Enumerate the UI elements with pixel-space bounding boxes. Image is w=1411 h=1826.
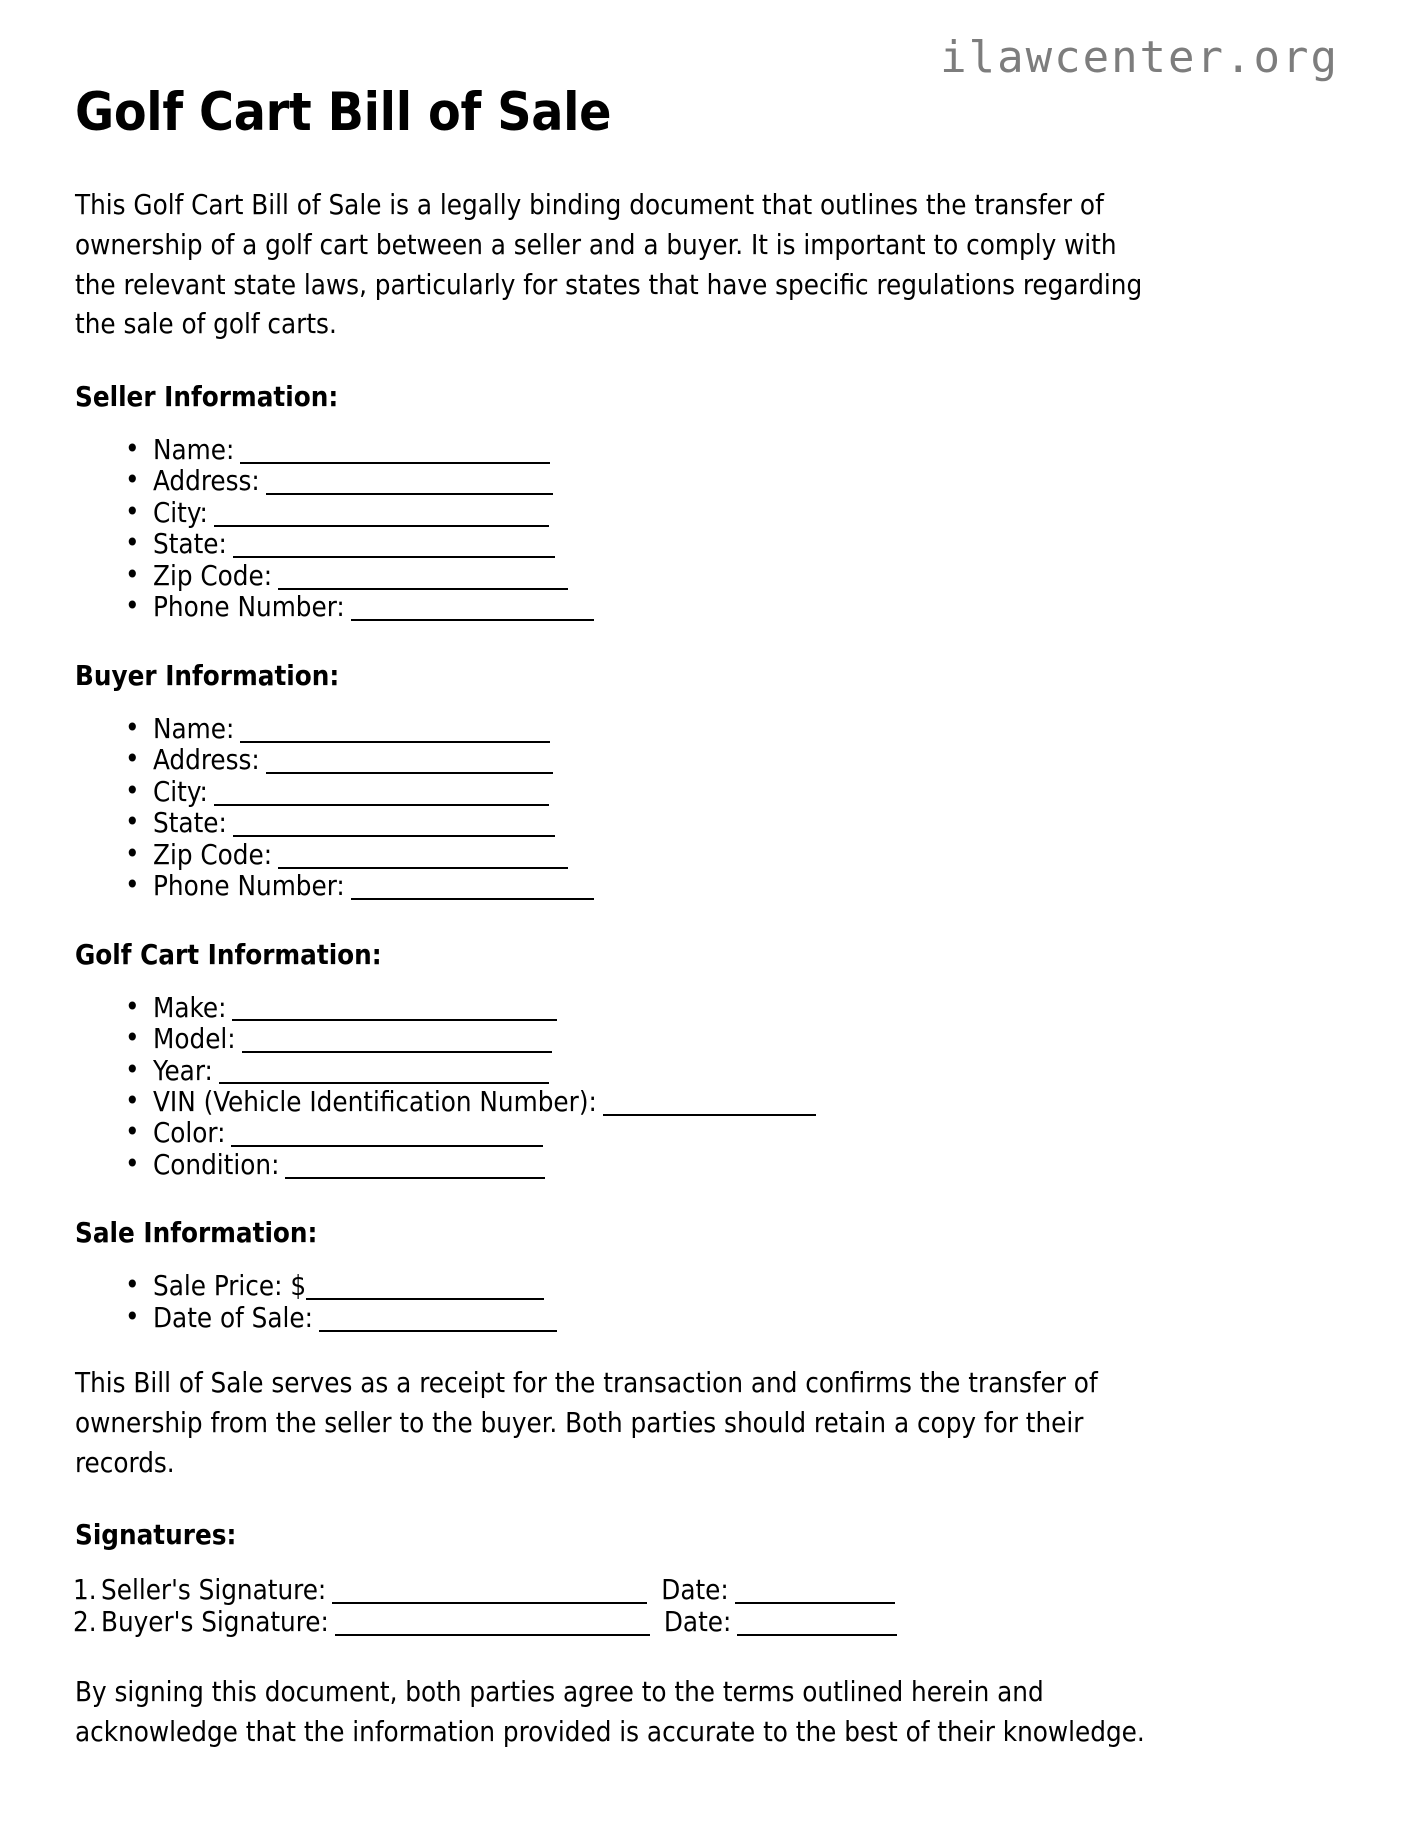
field-list bbox=[75, 413, 1339, 624]
field-label: Phone Number: bbox=[153, 591, 345, 624]
form-sections bbox=[75, 345, 1339, 1335]
field-list bbox=[75, 692, 1339, 903]
form-field-row bbox=[153, 1087, 1339, 1118]
form-field-row bbox=[153, 1271, 1339, 1302]
form-field-row bbox=[153, 529, 1339, 560]
field-blank-line[interactable] bbox=[242, 1026, 552, 1053]
field-blank-line[interactable] bbox=[233, 810, 555, 837]
field-blank-line[interactable] bbox=[266, 468, 553, 495]
form-field-row bbox=[153, 435, 1339, 466]
field-label: Address: bbox=[153, 465, 260, 498]
section-heading: Sale Information: bbox=[75, 1217, 318, 1250]
field-blank-line[interactable] bbox=[319, 1305, 557, 1332]
form-field-row bbox=[153, 592, 1339, 623]
signature-list bbox=[75, 1551, 1339, 1639]
field-blank-line[interactable] bbox=[306, 1273, 544, 1300]
form-field-row bbox=[153, 1024, 1339, 1055]
signature-blank-line[interactable] bbox=[335, 1609, 650, 1636]
site-watermark: ilawcenter.org bbox=[940, 32, 1339, 83]
field-label: Year: bbox=[153, 1054, 213, 1087]
page-title: Golf Cart Bill of Sale bbox=[75, 82, 612, 143]
field-label: Make: bbox=[153, 991, 227, 1024]
field-label: VIN (Vehicle Identification Number): bbox=[153, 1086, 597, 1118]
form-field-row bbox=[153, 993, 1339, 1024]
field-blank-line[interactable] bbox=[285, 1152, 545, 1179]
field-blank-line[interactable] bbox=[351, 873, 594, 900]
receipt-paragraph: This Bill of Sale serves as a receipt for the transaction and confirms the transfer of ownership from the seller to the buyer. Both parties should retain a copy for their records. bbox=[75, 1367, 1098, 1479]
form-field-row bbox=[153, 1150, 1339, 1181]
form-field-row bbox=[153, 745, 1339, 776]
field-label: Color: bbox=[153, 1117, 226, 1150]
section-heading-signatures: Signatures: bbox=[75, 1519, 237, 1552]
section-heading: Seller Information: bbox=[75, 380, 339, 413]
form-field-row bbox=[153, 1118, 1339, 1149]
section-heading: Buyer Information: bbox=[75, 659, 340, 692]
form-field-row bbox=[153, 871, 1339, 902]
closing-paragraph: By signing this document, both parties agree to the terms outlined herein and acknowledge that the information provided is accurate to the best of their knowledge. bbox=[75, 1675, 1145, 1748]
form-field-row bbox=[153, 1056, 1339, 1087]
field-blank-line[interactable] bbox=[233, 531, 555, 558]
field-label: Phone Number: bbox=[153, 870, 345, 903]
field-list bbox=[75, 1249, 1339, 1334]
field-list bbox=[75, 971, 1339, 1182]
field-label: State: bbox=[153, 807, 227, 840]
field-label: Address: bbox=[153, 744, 260, 777]
field-blank-line[interactable] bbox=[351, 594, 594, 621]
signature-label: Seller's Signature: bbox=[101, 1574, 327, 1607]
field-blank-line[interactable] bbox=[231, 1120, 543, 1147]
form-field-row bbox=[153, 561, 1339, 592]
signature-blank-line[interactable] bbox=[332, 1577, 647, 1604]
field-label: Name: bbox=[153, 433, 235, 466]
field-blank-line[interactable] bbox=[232, 994, 557, 1021]
field-label: Date of Sale: bbox=[153, 1301, 313, 1334]
signature-date-label: Date: bbox=[663, 1606, 732, 1639]
field-blank-line[interactable] bbox=[219, 1057, 549, 1084]
form-field-row bbox=[153, 777, 1339, 808]
field-blank-line[interactable] bbox=[240, 436, 550, 463]
field-label: City: bbox=[153, 775, 208, 808]
field-blank-line[interactable] bbox=[603, 1089, 816, 1116]
field-label: City: bbox=[153, 496, 208, 529]
signature-row bbox=[101, 1607, 1339, 1639]
intro-paragraph: This Golf Cart Bill of Sale is a legally binding document that outlines the transfer of ownership of a golf cart between a seller and a buyer. It is important to comply with the relevant state laws, particularly for states that have specific regulations regarding the sale of golf carts. bbox=[75, 189, 1143, 341]
field-label: Sale Price: $ bbox=[153, 1270, 307, 1303]
field-blank-line[interactable] bbox=[278, 841, 568, 868]
field-blank-line[interactable] bbox=[214, 778, 549, 805]
signature-date-blank-line[interactable] bbox=[735, 1577, 895, 1604]
field-label: Zip Code: bbox=[153, 838, 273, 871]
form-field-row bbox=[153, 808, 1339, 839]
field-label: Model: bbox=[153, 1023, 236, 1056]
signature-date-label: Date: bbox=[661, 1574, 729, 1607]
signature-label: Buyer's Signature: bbox=[101, 1606, 329, 1639]
field-blank-line[interactable] bbox=[214, 499, 549, 526]
field-blank-line[interactable] bbox=[266, 747, 553, 774]
field-blank-line[interactable] bbox=[240, 715, 550, 742]
field-label: State: bbox=[153, 528, 227, 561]
field-blank-line[interactable] bbox=[278, 562, 568, 589]
form-field-row bbox=[153, 840, 1339, 871]
form-field-row bbox=[153, 498, 1339, 529]
signature-date-blank-line[interactable] bbox=[737, 1609, 897, 1636]
signature-row bbox=[101, 1575, 1339, 1607]
section-heading: Golf Cart Information: bbox=[75, 938, 382, 971]
field-label: Name: bbox=[153, 712, 235, 745]
form-field-row bbox=[153, 714, 1339, 745]
form-field-row bbox=[153, 466, 1339, 497]
field-label: Zip Code: bbox=[153, 559, 273, 592]
form-field-row bbox=[153, 1303, 1339, 1334]
field-label: Condition: bbox=[153, 1148, 280, 1181]
